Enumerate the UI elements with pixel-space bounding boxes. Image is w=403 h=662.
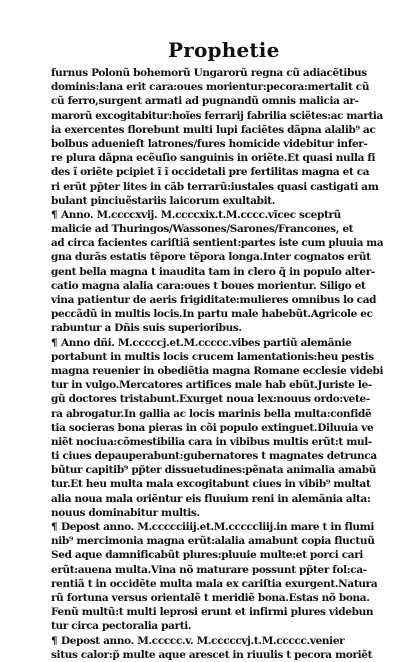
text-line xyxy=(51,648,383,662)
text-line xyxy=(51,619,383,633)
text-line xyxy=(51,321,383,335)
text-line xyxy=(51,109,383,123)
text-line-content: peccãdũ in multis locis.In partu male habebũt.Agricole ec xyxy=(51,308,373,321)
text-line-content: situs calor:p̃ multe aque arescet in riuulis t pecora moriẽt xyxy=(51,648,373,661)
text-line-content: portabunt in multis locis crucem lamentationis:heu pestis xyxy=(51,350,374,363)
text-line-content: catio magna alalia cara:oues t boues morientur. Siligo et xyxy=(51,279,366,292)
text-line-content: gna durãs estatis tẽpore tẽpora longa.Inter cognatos erũt xyxy=(51,251,371,264)
text-line-content: bulant pinciuẽstariis laicorum exultabit. xyxy=(51,194,276,207)
text-line xyxy=(51,407,383,421)
text-line-content: Sed aque damnificabũt plures:pluuie multe:et porci cari xyxy=(51,549,364,562)
text-line-content: tur in vulgo.Mercatores artifices male hab ebũt.Juriste le- xyxy=(51,379,372,392)
text-line-content: erũt:auena multa.Vina nõ maturare possunt pp̃ter fol:ca- xyxy=(51,563,367,576)
text-line xyxy=(51,222,383,236)
text-line-content: alia noua mala oriẽntur eis fluuium reni in alemãnia alta: xyxy=(51,492,371,505)
paragraph-mark-icon: ¶ xyxy=(51,208,58,221)
text-line-content: tur circa pectoralia parti. xyxy=(51,620,192,633)
text-line-content: ri erũt pp̃ter lites in cãb terrarũ:iustales quasi castigati am xyxy=(51,180,379,193)
text-line xyxy=(51,123,383,137)
text-line xyxy=(51,591,383,605)
text-line-content: gũ doctores tristabunt.Exurget noua lex:nouus ordo:vete- xyxy=(51,393,370,406)
text-line xyxy=(51,449,383,463)
text-line-content: tia socieras bona pieras in cõi populo extinguet.Diluuia ve xyxy=(51,421,374,434)
text-line-content: Fenũ multũ:t multi leprosi erunt et infirmi plures videbun xyxy=(51,606,374,619)
text-line xyxy=(51,180,383,194)
text-line-content: Depost anno. M.ccccc.v. M.cccccvj.t.M.ccccc.venier xyxy=(61,634,345,647)
text-line xyxy=(51,265,383,279)
text-line-content: rabuntur a Dñis suis superioribus. xyxy=(51,322,242,335)
text-line-content: des ĩ oriẽte pcipiet ĩ ĩ occidetali pre fertilitas magna et ca xyxy=(51,166,370,179)
text-line xyxy=(51,293,383,307)
text-line-content: dominis:lana erit cara:oues morientur:pecora:mertalit cũ xyxy=(51,81,370,94)
text-line xyxy=(51,307,383,321)
text-line xyxy=(51,634,383,648)
text-line xyxy=(51,208,383,222)
text-line xyxy=(51,563,383,577)
text-line xyxy=(51,137,383,151)
text-line xyxy=(51,236,383,250)
text-line-content: bũtur capitib⁹ pp̃ter dissuetudines:pẽnata animalia amabũ xyxy=(51,464,377,477)
text-line-content: rentiã t in occidẽte multa mala ex cariſtia exurgent.Natura xyxy=(51,577,378,590)
body-text xyxy=(51,66,383,662)
text-line-content: Depost anno. M.ccccciiij.et.M.cccccliij.in mare t in flumi xyxy=(61,521,375,533)
text-line-content: vina patientur de aeris frigiditate:mulieres omnibus lo cad xyxy=(51,294,377,306)
text-line xyxy=(51,364,383,378)
text-line xyxy=(51,520,383,534)
text-line-content: ia exercentes florebunt multi lupi faciẽtes dãpna alalib⁹ ac xyxy=(51,123,376,136)
text-line-content: ad circa facientes cariſtiã sentient:partes iste cum pluuia ma xyxy=(51,237,383,250)
text-line xyxy=(51,577,383,591)
text-line xyxy=(51,80,383,94)
text-line-content: malicie ad Thuringos/Wassones/Sarones/Francones, et xyxy=(51,223,354,236)
text-line xyxy=(51,421,383,435)
text-line xyxy=(51,492,383,506)
text-line xyxy=(51,165,383,179)
text-line-content: Anno. M.ccccxvij. M.ccccxix.t.M.cccc.vĩcec sceptrũ xyxy=(61,208,341,221)
page-header: Prophetie xyxy=(168,38,280,62)
text-line-content: marorũ excogitabitur:hoĩes ferrarij fabrilia sciẽtes:ac martia xyxy=(51,109,383,122)
text-line xyxy=(51,378,383,392)
text-line xyxy=(51,94,383,108)
paragraph-mark-icon: ¶ xyxy=(51,634,58,647)
text-line xyxy=(51,350,383,364)
text-line-content: ra abrogatur.In gallia ac locis marinis bella multa:confidẽ xyxy=(51,407,372,420)
text-line xyxy=(51,463,383,477)
text-line-content: re plura dãpna ecẽuſio sanguinis in oriẽte.Et quasi nulla fi xyxy=(51,152,376,165)
text-line-content: Anno dñi. M.cccccj.et.M.ccccc.vibes partiũ alemãnie xyxy=(61,336,352,349)
text-line xyxy=(51,506,383,520)
text-line xyxy=(51,279,383,293)
text-line xyxy=(51,605,383,619)
text-line-content: furnus Polonũ bohemorũ Ungarorũ regna cũ adiacẽtibus xyxy=(51,67,367,79)
text-line xyxy=(51,534,383,548)
text-line xyxy=(51,336,383,350)
text-line xyxy=(51,548,383,562)
text-line xyxy=(51,477,383,491)
text-line-content: niẽt nociua:cõmestibilia cara in vibibus multis erũt:t mul- xyxy=(51,435,372,448)
text-line-content: gent bella magna t inaudita tam in clero q̃ in populo alter- xyxy=(51,265,375,278)
text-line xyxy=(51,151,383,165)
text-line xyxy=(51,435,383,449)
text-line xyxy=(51,250,383,264)
text-line-content: rũ fortuna versus orientalẽ t meridiẽ bona.Estas nõ bona. xyxy=(51,591,370,604)
text-line-content: nouus dominabitur multis. xyxy=(51,506,200,519)
paragraph-mark-icon: ¶ xyxy=(51,521,58,533)
text-line xyxy=(51,66,383,80)
text-line-content: magna reuenier in obediẽtia magna Romane ecclesie videbi xyxy=(51,364,383,377)
text-line-content: cũ ferro,surgent armati ad pugnandũ omnis malicia ar- xyxy=(51,95,359,108)
text-line-content: ti ciues depauperabunt:gubernatores t magnates detrunca xyxy=(51,450,377,463)
text-line xyxy=(51,392,383,406)
text-line-content: nib⁹ mercimonia magna erũt:alalia amabunt copia fluctuũ xyxy=(51,535,375,548)
text-line xyxy=(51,194,383,208)
paragraph-mark-icon: ¶ xyxy=(51,336,58,349)
text-line-content: tur.Et heu multa mala excogitabunt ciues in vibib⁹ multat xyxy=(51,478,371,491)
text-line-content: bolbus aduenieſt latrones/fures homicide videbitur infer- xyxy=(51,137,368,150)
